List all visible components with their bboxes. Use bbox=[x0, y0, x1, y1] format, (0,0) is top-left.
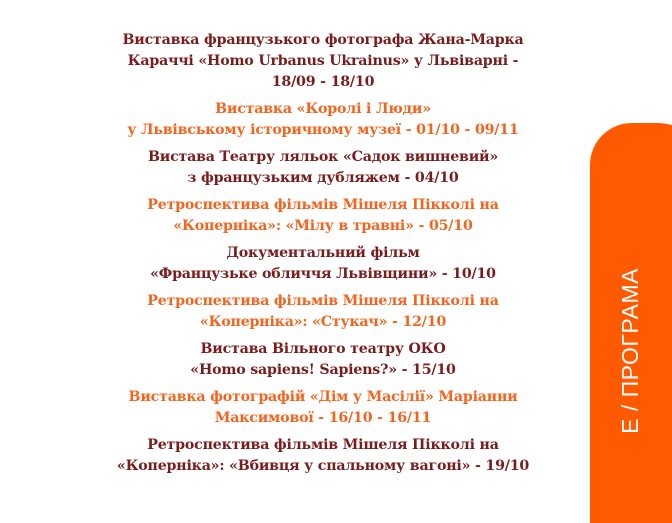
event-text-line: Виставка «Королі і Люди» bbox=[215, 101, 431, 117]
event-text-line: у Львівському історичному музеї - 01/10 - 09/11 bbox=[127, 122, 519, 138]
event-text-line: 18/09 - 18/10 bbox=[271, 74, 375, 90]
event-text-line: з французьким дубляжем - 04/10 bbox=[187, 170, 459, 186]
program-side-tab-label: Е / ПРОГРАМА bbox=[617, 268, 643, 434]
event-item bbox=[0, 99, 646, 141]
event-text-line: Вистава Вільного театру ОКО bbox=[200, 341, 446, 357]
event-item bbox=[0, 30, 646, 93]
event-text-line: Документальний фільм bbox=[226, 245, 420, 261]
event-text-line: Ретроспектива фільмів Мішеля Пікколі на bbox=[147, 437, 499, 453]
event-text-line: «Французьке обличчя Львівщини» - 10/10 bbox=[150, 266, 496, 282]
event-text-line: Максимової - 16/10 - 16/11 bbox=[214, 410, 432, 426]
event-program-list bbox=[0, 30, 646, 483]
event-text-line: Виставка фотографій «Дім у Масілії» Маріанни bbox=[128, 389, 518, 405]
event-text-line: Виставка французького фотографа Жана-Марка bbox=[122, 32, 524, 48]
event-item bbox=[0, 195, 646, 237]
event-item bbox=[0, 291, 646, 333]
event-text-line: Вистава Театру ляльок «Садок вишневий» bbox=[147, 149, 499, 165]
event-text-line: «Коперніка»: «Стукач» - 12/10 bbox=[199, 314, 447, 330]
event-text-line: «Коперніка»: «Вбивця у спальному вагоні» - 19/10 bbox=[116, 458, 530, 474]
event-item bbox=[0, 147, 646, 189]
event-text-line: Ретроспектива фільмів Мішеля Пікколі на bbox=[147, 293, 499, 309]
event-item bbox=[0, 339, 646, 381]
event-text-line: Караччі «Homo Urbanus Ukrainus» у Львіварні - bbox=[127, 53, 519, 69]
event-text-line: «Homo sapiens! Sapiens?» - 15/10 bbox=[190, 362, 456, 378]
event-text-line: Ретроспектива фільмів Мішеля Пікколі на bbox=[147, 197, 499, 213]
event-item bbox=[0, 243, 646, 285]
event-item bbox=[0, 387, 646, 429]
event-text-line: «Коперніка»: «Мілу в травні» - 05/10 bbox=[173, 218, 473, 234]
